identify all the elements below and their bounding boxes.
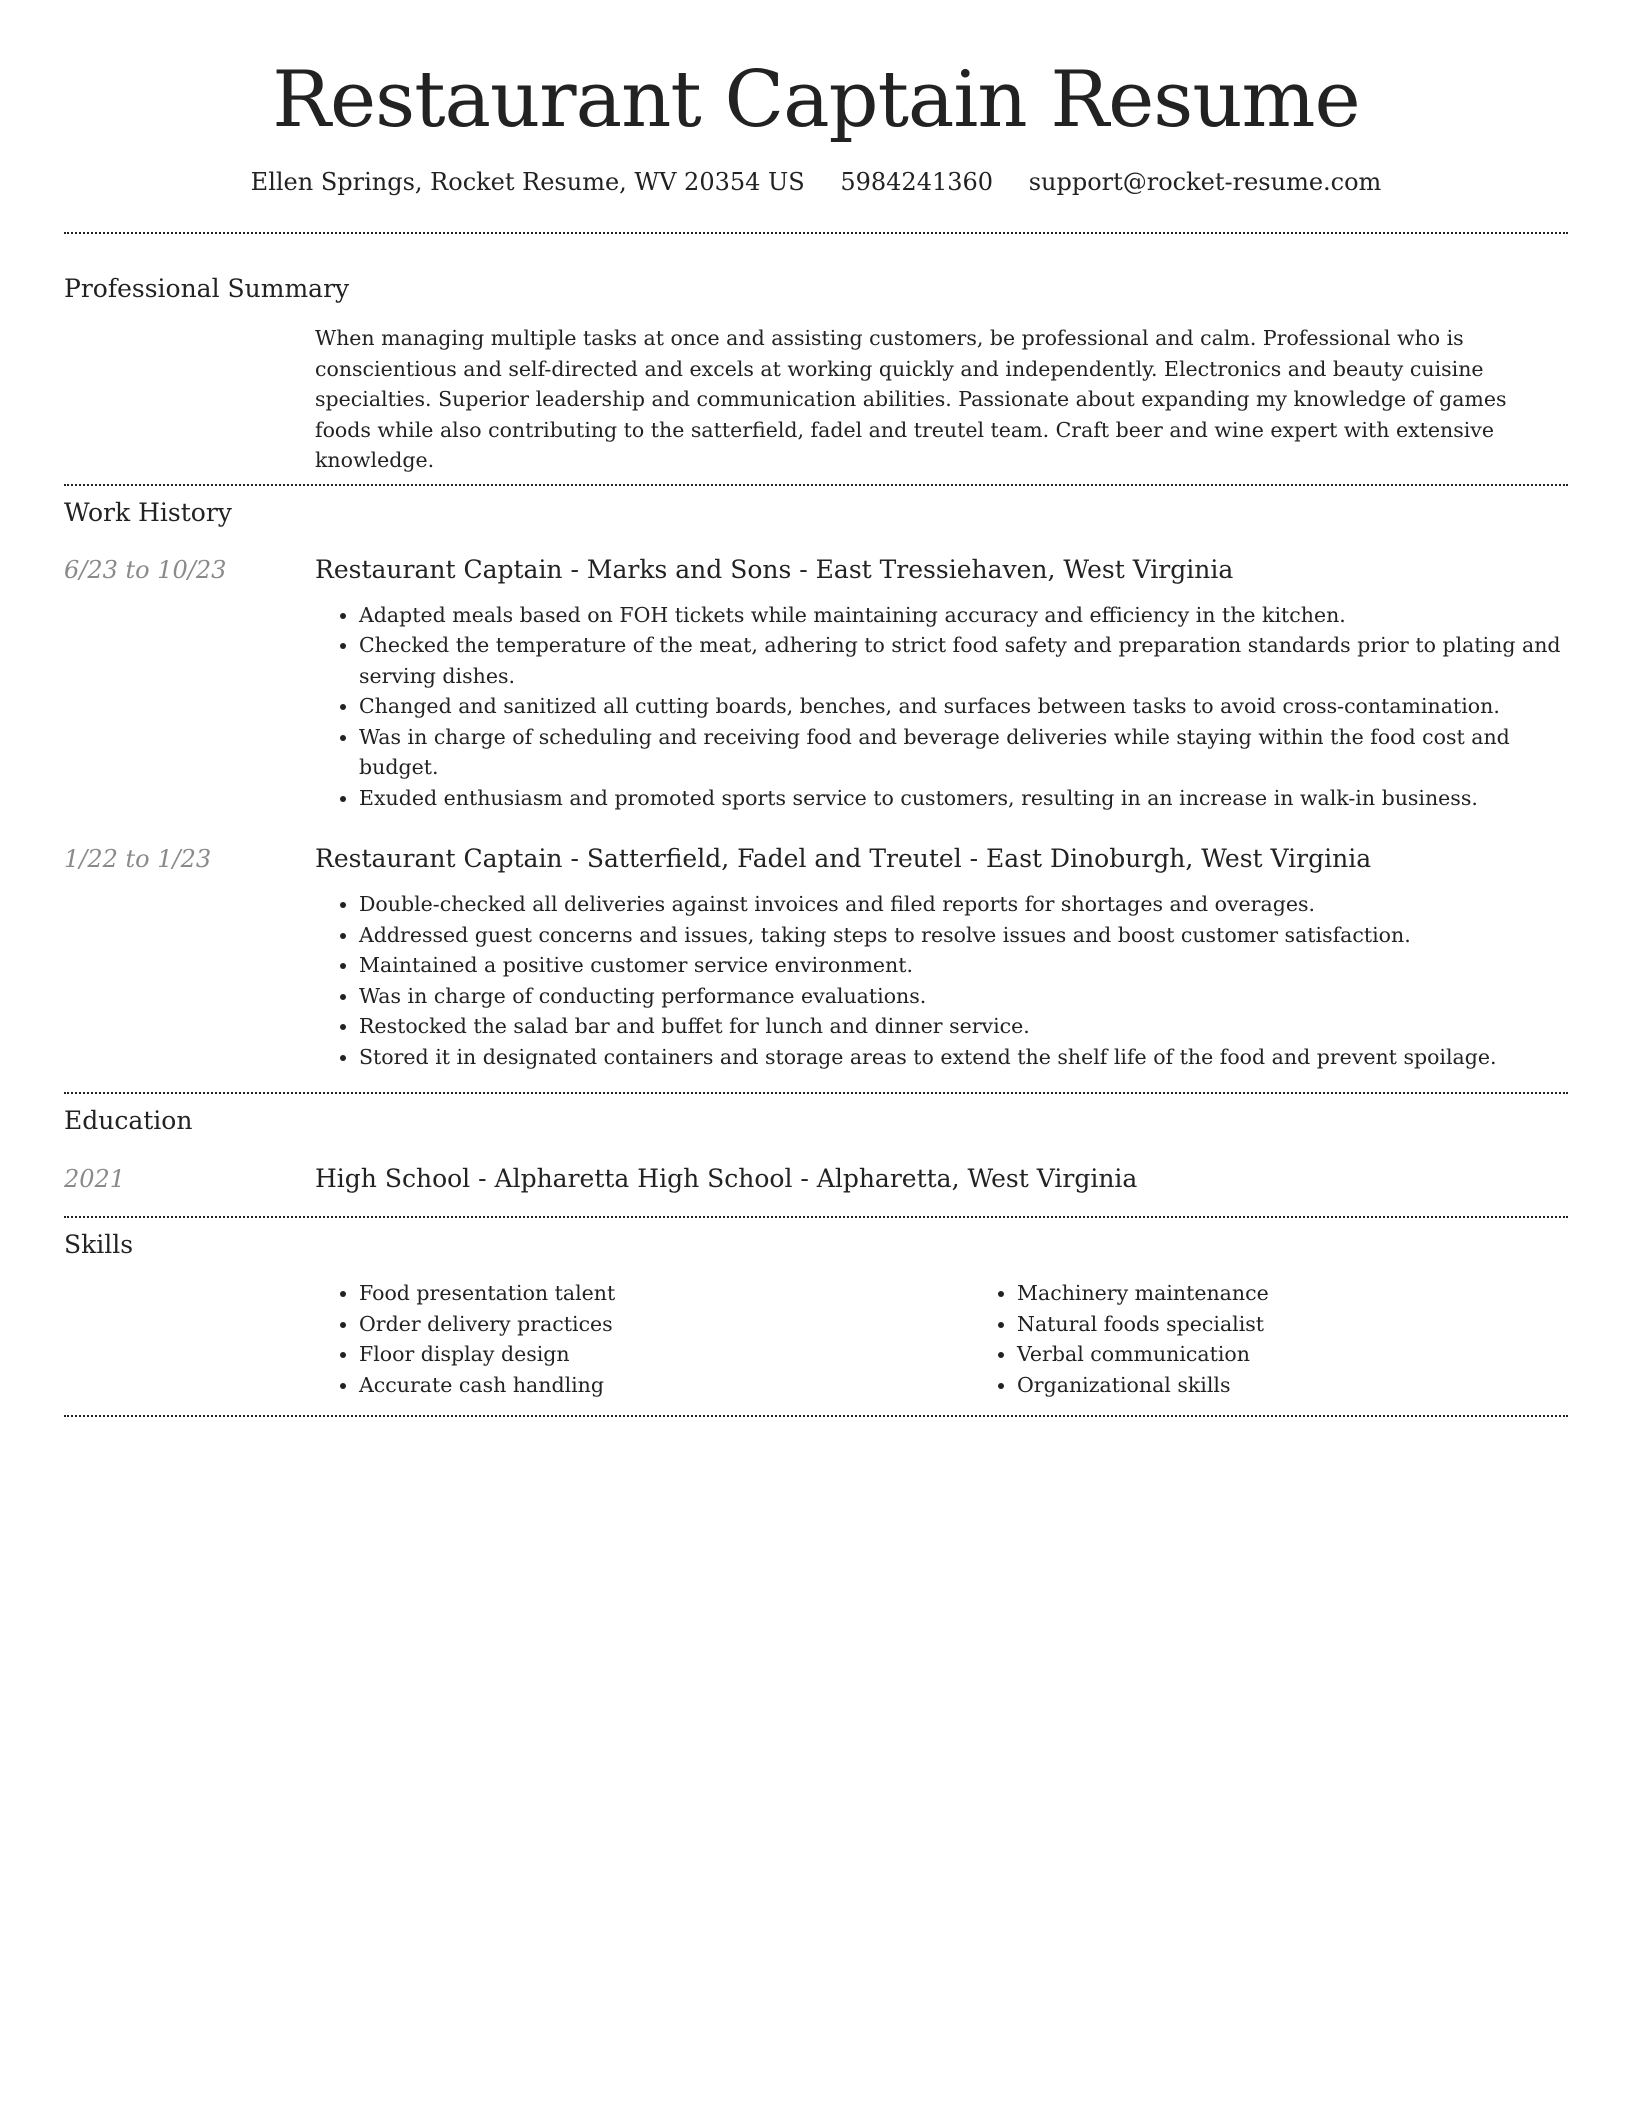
section-title-skills: Skills	[64, 1230, 134, 1259]
job-dates: 1/22 to 1/23	[64, 845, 212, 873]
list-item: • Changed and sanitized all cutting boards, benches, and surfaces between tasks to avoid cross-contamination.	[359, 691, 1568, 722]
section-title-summary: Professional Summary	[64, 274, 350, 303]
list-item: • Was in charge of conducting performance evaluations.	[359, 981, 1568, 1012]
education-date: 2021	[64, 1165, 126, 1193]
skill-item: • Accurate cash handling	[359, 1370, 973, 1401]
contact-address: Ellen Springs, Rocket Resume, WV 20354 US	[250, 168, 805, 196]
skill-item: • Order delivery practices	[359, 1309, 973, 1340]
skill-item: • Natural foods specialist	[1017, 1309, 1631, 1340]
resume-title: Restaurant Captain Resume	[272, 55, 1360, 145]
contact-phone: 5984241360	[840, 168, 994, 196]
list-item: • Maintained a positive customer service environment.	[359, 950, 1568, 981]
resume-page	[64, 0, 1568, 1417]
education-entry	[64, 1162, 1568, 1196]
job-entry	[64, 842, 1568, 1072]
job-bullets	[315, 600, 1568, 814]
list-item: • Double-checked all deliveries against invoices and filed reports for shortages and overages.	[359, 889, 1568, 920]
list-item: • Stored it in designated containers and storage areas to extend the shelf life of the food and prevent spoilage.	[359, 1042, 1568, 1073]
job-entry	[64, 553, 1568, 814]
list-item: • Checked the temperature of the meat, adhering to strict food safety and preparation standards prior to plating and serving dishes.	[359, 630, 1568, 691]
list-item: • Was in charge of scheduling and receiving food and beverage deliveries while staying within the food cost and budget.	[359, 722, 1568, 783]
contact-line	[64, 166, 1568, 198]
skill-item: • Verbal communication	[1017, 1339, 1631, 1370]
list-item: • Adapted meals based on FOH tickets while maintaining accuracy and efficiency in the kitchen.	[359, 600, 1568, 631]
skill-item: • Food presentation talent	[359, 1278, 973, 1309]
skills-list-right	[973, 1278, 1631, 1400]
skill-item: • Machinery maintenance	[1017, 1278, 1631, 1309]
skill-item: • Floor display design	[359, 1339, 973, 1370]
skills-section	[64, 1228, 1568, 1400]
education-section	[64, 1104, 1568, 1196]
list-item: • Addressed guest concerns and issues, taking steps to resolve issues and boost customer satisfaction.	[359, 920, 1568, 951]
section-title-work-history: Work History	[64, 497, 232, 527]
summary-section	[64, 272, 1568, 476]
divider	[64, 484, 1568, 486]
divider	[64, 1216, 1568, 1218]
summary-text: When managing multiple tasks at once and assisting customers, be professional and calm. Professional who is conscientious and self-directed and excels at working quickly and independently. Electronics and beauty cuisine specialties. Superior leadership and communication abilities. Passionate about expanding my knowledge of games foods while also contributing to the satterfield, fadel and treutel team. Craft beer and wine expert with extensive knowledge.	[315, 326, 1507, 472]
work-history-section	[64, 496, 1568, 1073]
list-item: • Restocked the salad bar and buffet for lunch and dinner service.	[359, 1011, 1568, 1042]
list-item: • Exuded enthusiasm and promoted sports service to customers, resulting in an increase in walk-in business.	[359, 783, 1568, 814]
contact-email: support@rocket-resume.com	[1028, 168, 1382, 196]
education-heading: High School - Alpharetta High School - Alpharetta, West Virginia	[315, 1164, 1138, 1193]
divider	[64, 232, 1568, 234]
skill-item: • Organizational skills	[1017, 1370, 1631, 1401]
job-dates: 6/23 to 10/23	[64, 555, 227, 584]
job-heading: Restaurant Captain - Marks and Sons - East Tressiehaven, West Virginia	[315, 554, 1234, 584]
job-bullets	[315, 889, 1568, 1072]
divider	[64, 1415, 1568, 1417]
section-title-education: Education	[64, 1106, 193, 1135]
divider	[64, 1092, 1568, 1094]
skills-list-left	[315, 1278, 973, 1400]
skills-grid	[315, 1278, 1568, 1400]
job-heading: Restaurant Captain - Satterfield, Fadel and Treutel - East Dinoburgh, West Virginia	[315, 844, 1372, 873]
